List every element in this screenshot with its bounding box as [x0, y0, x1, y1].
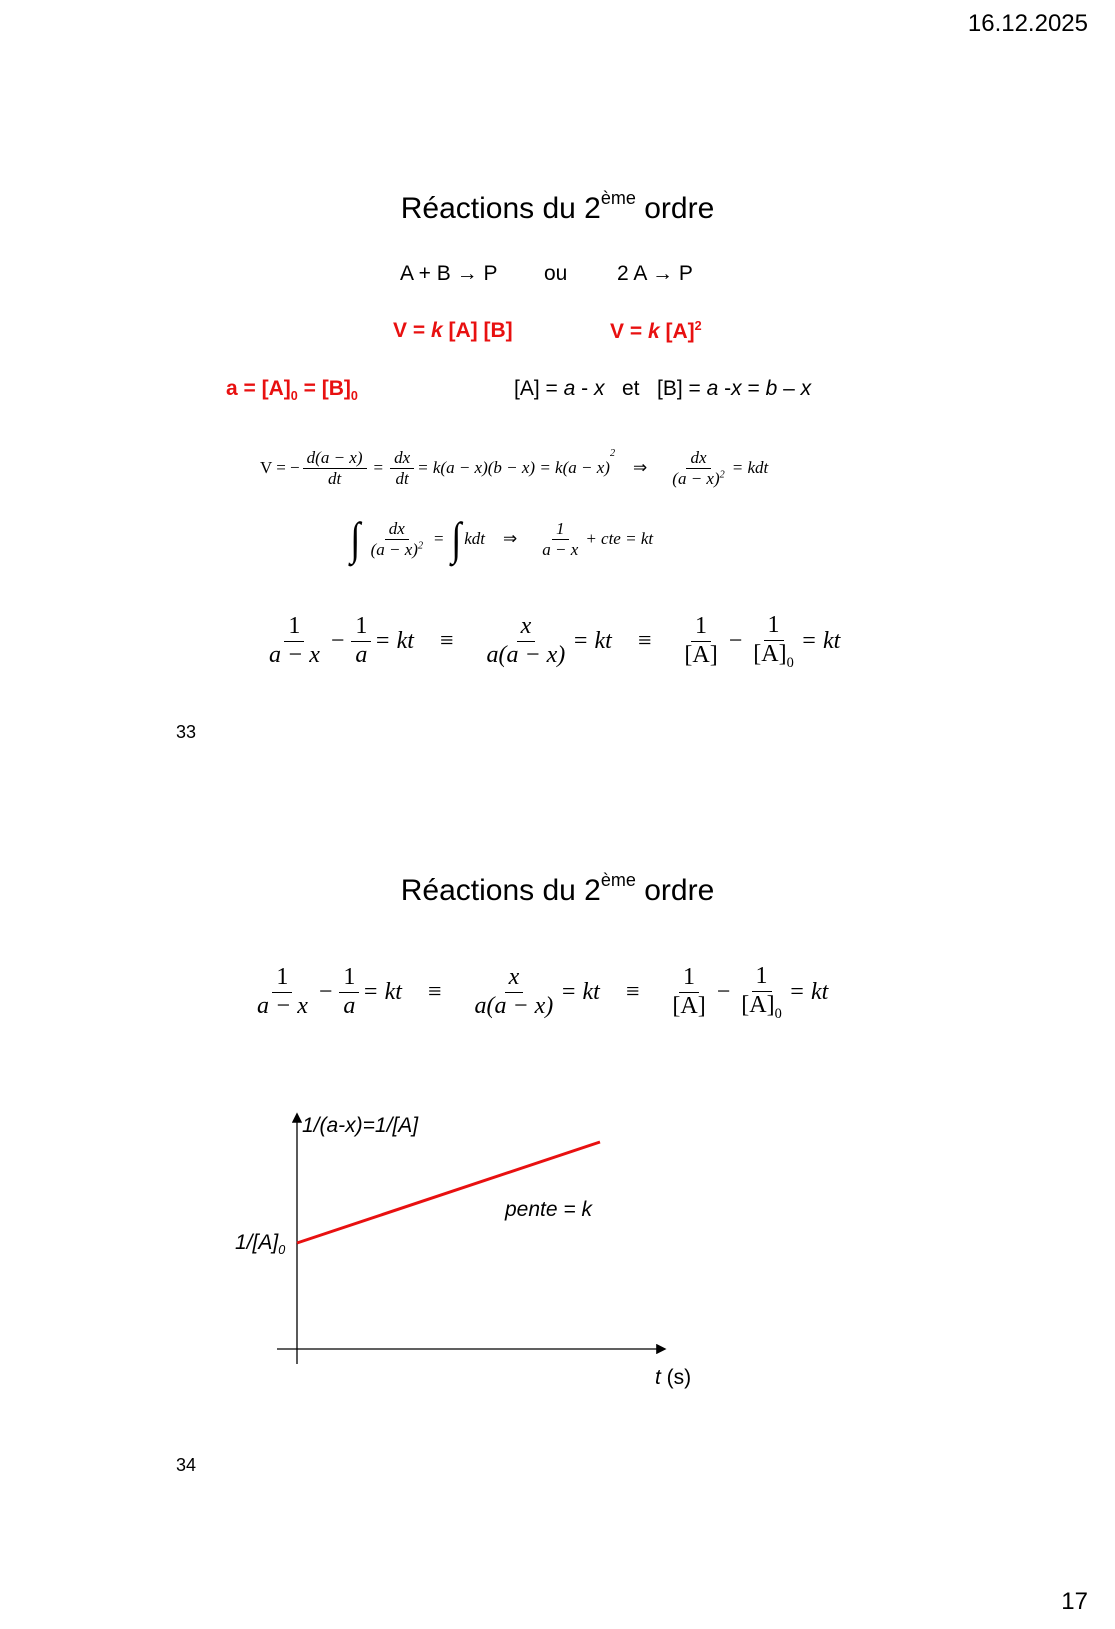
title-text: Réactions du 2	[400, 192, 601, 225]
title-text: Réactions du 2	[400, 874, 601, 907]
title-text-suffix: ordre	[635, 192, 715, 225]
concentration-relations: [A] = a - x et [B] = a -x = b – x	[514, 377, 812, 400]
title-superscript: ème	[600, 870, 636, 890]
slope-label: pente = k	[505, 1198, 592, 1221]
title-superscript: ème	[600, 188, 636, 208]
rate-equation-derivation: V = − $\frac{d(a - x)}{dt}$ = $\frac{dx}{dt}$ = k(a − x)(b − x) = k(a − x) $^2$ ⇒ $\frac{dx}{(a - x)^2}$ = kdt	[260, 448, 769, 488]
initial-conditions: $a = [A]_0 = [B]_0$	[226, 377, 358, 404]
rate-law-ab: V = k [A] [B]	[393, 319, 513, 342]
integrated-rate-law-repeat: $\frac{1}{a - x}$ − $\frac{1}{a}$ = kt ≡ $\frac{x}{a(a - x)}$ = kt ≡ $\frac{1}{[A]}$ − $\frac{1}{[A]_0}$ = kt	[257, 963, 829, 1022]
linear-fit-line	[297, 1142, 600, 1243]
slide-number-33: 33	[176, 722, 197, 742]
integration-equation: ∫ $\frac{dx}{(a - x)^2}$ = ∫ kdt ⇒ $\frac{1}{a - x}$ + cte = kt	[350, 513, 654, 564]
reaction-bimolecular: A + B → P	[400, 262, 498, 285]
reaction-2a: 2 A → P	[617, 262, 693, 285]
title-text-suffix: ordre	[635, 874, 715, 907]
integrated-rate-law: $\frac{1}{a - x}$ − $\frac{1}{a}$ = kt ≡ $\frac{x}{a(a - x)}$ = kt ≡ $\frac{1}{[A]}$ − $\frac{1}{[A]_0}$ = kt	[269, 612, 841, 671]
x-axis-label: t (s)	[655, 1366, 692, 1389]
intercept-label: $1/[A]_0$	[235, 1231, 286, 1258]
rate-law-a2: V = k $[A]^2$	[610, 319, 702, 343]
page-number: 17	[1061, 1588, 1088, 1615]
y-axis-label: 1/(a-x)=1/[A]	[302, 1114, 419, 1137]
reaction-or: ou	[544, 262, 568, 285]
slide-number-34: 34	[176, 1455, 197, 1475]
date: 16.12.2025	[967, 10, 1088, 37]
